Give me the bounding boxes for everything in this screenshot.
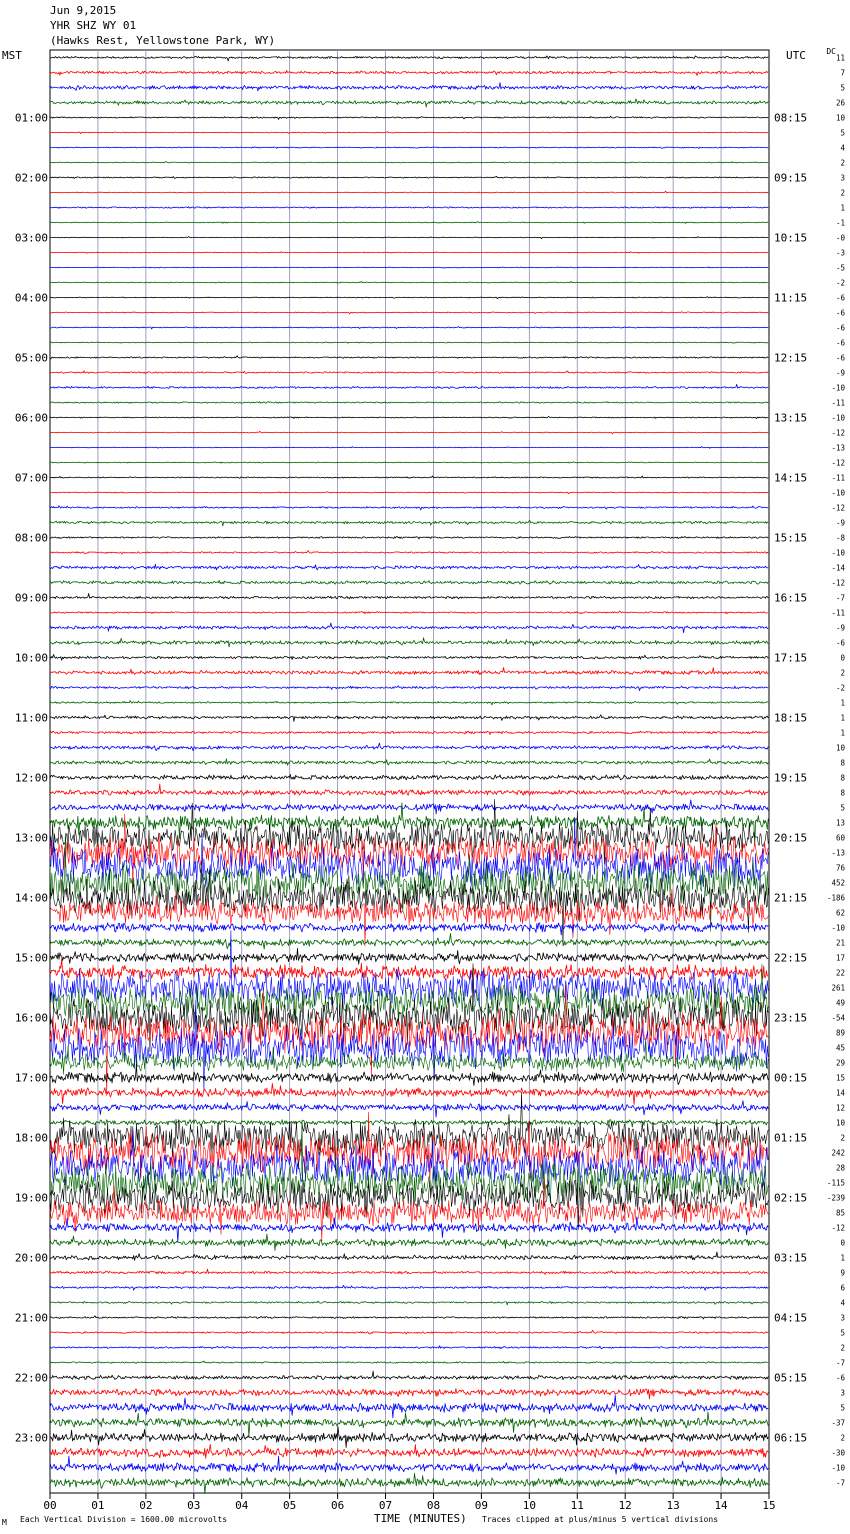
trace-line [50,447,768,449]
dc-offset-value: -7 [835,1358,845,1368]
dc-offset-value: -12 [831,578,845,588]
dc-offset-value: -14 [831,563,845,573]
trace-line [50,784,768,795]
trace-line [50,594,768,599]
left-hour-label: 12:00 [14,771,48,785]
right-hour-label: 03:15 [774,1251,808,1265]
x-tick-label: 09 [474,1499,489,1512]
trace-line [50,222,768,224]
dc-offset-value: 1 [840,1253,845,1263]
trace-line [50,132,768,134]
dc-offset-value: -6 [835,308,845,318]
dc-offset-value: -11 [831,473,845,483]
trace-line [50,252,768,254]
x-tick-label: 15 [762,1499,776,1512]
trace-line [50,611,768,614]
dc-offset-value: 15 [835,1073,845,1083]
dc-offset-value: -5 [835,263,845,273]
dc-offset-value: -2 [835,683,845,693]
left-hour-label: 07:00 [14,471,48,485]
trace-line [50,1395,768,1418]
trace-line [50,1064,768,1086]
trace-line [50,537,768,540]
dc-offset-value: 0 [840,653,845,663]
trace-line [50,1285,768,1290]
left-hour-label: 17:00 [14,1071,48,1085]
left-hour-label: 20:00 [14,1251,48,1265]
dc-offset-value: 9 [840,1268,845,1278]
dc-offset-value: -6 [835,338,845,348]
dc-offset-value: 49 [835,998,845,1008]
trace-line [50,668,768,675]
dc-offset-value: 8 [840,788,845,798]
dc-offset-value: -10 [831,923,845,933]
trace-line [50,99,768,107]
dc-offset-header: DC [826,47,836,56]
dc-offset-value: 76 [835,863,845,873]
trace-line [50,1361,768,1363]
trace-line [50,281,768,283]
trace-line [50,431,768,434]
dc-offset-value: 10 [835,113,845,123]
trace-line [50,327,768,329]
trace-line [50,83,768,91]
dc-offset-value: -10 [831,383,845,393]
dc-offset-value: -12 [831,503,845,513]
dc-offset-value: 7 [840,68,845,78]
dc-offset-value: 60 [835,833,845,843]
dc-offset-value: 5 [840,803,845,813]
footer-clip-note: Traces clipped at plus/minus 5 vertical divisions [482,1515,719,1524]
trace-line [50,1473,768,1493]
x-tick-label: 07 [378,1499,393,1512]
footer-scale-note: Each Vertical Division = 1600.00 microvolts [20,1515,228,1524]
dc-offset-value: 1 [840,203,845,213]
trace-line [50,934,768,950]
left-hour-label: 05:00 [14,351,48,365]
dc-offset-value: 1 [840,728,845,738]
dc-offset-value: -8 [835,533,845,543]
right-hour-label: 11:15 [774,291,808,305]
dc-offset-value: -115 [826,1178,845,1188]
dc-offset-value: 4 [840,143,845,153]
trace-line [50,1234,768,1251]
dc-offset-value: 6 [840,1283,845,1293]
dc-offset-value: 14 [835,1088,845,1098]
dc-offset-value: 89 [835,1028,845,1038]
left-hour-label: 18:00 [14,1131,48,1145]
dc-offset-value: -11 [831,608,845,618]
dc-offset-value: 8 [840,758,845,768]
dc-offset-value: 1 [840,698,845,708]
dc-offset-value: -11 [831,398,845,408]
left-hour-label: 15:00 [14,951,48,965]
right-hour-label: 23:15 [774,1011,808,1025]
dc-offset-value: 26 [835,98,845,108]
x-tick-label: 12 [618,1499,632,1512]
trace-line [50,1412,768,1437]
left-hour-label: 23:00 [14,1431,48,1445]
trace-line [50,551,768,555]
dc-offset-value: -6 [835,323,845,333]
trace-line [50,1178,768,1241]
trace-line [50,800,768,814]
trace-line [50,356,768,359]
dc-offset-value: 2 [840,1433,845,1443]
header-location: (Hawks Rest, Yellowstone Park, WY) [50,34,276,47]
dc-offset-value: -239 [826,1193,845,1203]
dc-offset-value: -10 [831,413,845,423]
trace-line [50,1101,768,1117]
dc-offset-value: 22 [835,968,845,978]
trace-line [50,743,768,751]
plot-frame [50,50,769,1493]
dc-offset-value: -7 [835,593,845,603]
dc-offset-value: 21 [835,938,845,948]
right-hour-label: 18:15 [774,711,808,725]
trace-line [50,638,768,647]
trace-line [50,506,768,510]
left-hour-label: 21:00 [14,1311,48,1325]
left-timezone-label: MST [2,49,22,62]
dc-offset-value: -2 [835,278,845,288]
dc-offset-value: 2 [840,158,845,168]
dc-offset-value: 4 [840,1298,845,1308]
right-hour-label: 04:15 [774,1311,808,1325]
trace-line [50,312,768,314]
trace-line [50,948,768,964]
right-hour-label: 20:15 [774,831,808,845]
left-hour-label: 03:00 [14,231,48,245]
x-tick-label: 01 [91,1499,105,1512]
dc-offset-value: -10 [831,548,845,558]
right-hour-label: 21:15 [774,891,808,905]
trace-line [50,715,768,722]
right-hour-label: 06:15 [774,1431,808,1445]
trace-line [50,492,768,494]
left-hour-label: 06:00 [14,411,48,425]
dc-offset-value: 2 [840,1343,845,1353]
trace-line [50,402,768,404]
x-tick-label: 06 [330,1499,345,1512]
dc-offset-value: 3 [840,1388,845,1398]
dc-offset-value: 10 [835,1118,845,1128]
dc-offset-value: -6 [835,638,845,648]
header-station: YHR SHZ WY 01 [50,19,137,32]
dc-offset-value: 452 [831,878,845,888]
dc-offset-value: -10 [831,1463,845,1473]
dc-offset-value: -1 [835,218,845,228]
left-hour-label: 11:00 [14,711,48,725]
dc-offset-value: 5 [840,83,845,93]
right-hour-label: 12:15 [774,351,808,365]
dc-offset-value: -54 [831,1013,845,1023]
left-hour-label: 13:00 [14,831,48,845]
dc-offset-value: 8 [840,773,845,783]
dc-offset-value: 12 [835,1103,845,1113]
dc-offset-value: -30 [831,1448,845,1458]
dc-offset-value: 242 [831,1148,845,1158]
trace-line [50,297,768,299]
x-axis-label: TIME (MINUTES) [374,1512,467,1525]
trace-line [50,1346,768,1349]
trace-line [50,191,768,193]
right-hour-label: 15:15 [774,531,808,545]
trace-line [50,342,768,343]
dc-offset-value: -9 [835,368,845,378]
footer-corner-mark: M [2,1518,7,1527]
dc-offset-value: -12 [831,1223,845,1233]
right-hour-label: 16:15 [774,591,808,605]
trace-line [50,1371,768,1379]
trace-line [50,161,768,163]
trace-line [50,564,768,570]
trace-line [50,959,768,980]
dc-offset-value: 13 [835,818,845,828]
dc-offset-value: 10 [835,743,845,753]
trace-line [50,1389,768,1399]
x-tick-label: 02 [139,1499,153,1512]
trace-line [50,70,768,75]
dc-offset-value: -7 [835,1478,845,1488]
trace-line [50,759,768,765]
dc-offset-value: -37 [831,1418,845,1428]
trace-line [50,655,768,661]
x-tick-label: 10 [522,1499,536,1512]
dc-offset-value: 85 [835,1208,845,1218]
trace-line [50,731,768,735]
left-hour-label: 02:00 [14,171,48,185]
dc-offset-value: -13 [831,848,845,858]
x-tick-label: 08 [426,1499,441,1512]
dc-offset-value: 5 [840,1328,845,1338]
trace-line [50,1217,768,1242]
left-hour-label: 08:00 [14,531,48,545]
dc-offset-value: -3 [835,248,845,258]
trace-line [50,462,768,464]
dc-offset-value: 3 [840,173,845,183]
x-tick-label: 11 [570,1499,584,1512]
right-hour-label: 05:15 [774,1371,808,1385]
left-hour-label: 09:00 [14,591,48,605]
dc-offset-value: -6 [835,353,845,363]
dc-offset-value: -9 [835,518,845,528]
dc-offset-value: 261 [831,983,845,993]
trace-line [50,1456,768,1474]
right-hour-label: 02:15 [774,1191,808,1205]
trace-line [50,176,768,178]
dc-offset-value: 28 [835,1163,845,1173]
right-hour-label: 10:15 [774,231,808,245]
trace-line [50,56,768,61]
left-hour-label: 14:00 [14,891,48,905]
x-tick-label: 14 [714,1499,728,1512]
dc-offset-value: 29 [835,1058,845,1068]
dc-offset-value: 5 [840,1403,845,1413]
trace-line [50,580,768,584]
right-hour-label: 08:15 [774,111,808,125]
right-timezone-label: UTC [786,49,806,62]
trace-line [50,1269,768,1274]
header-date: Jun 9,2015 [50,4,117,17]
right-hour-label: 19:15 [774,771,808,785]
trace-line [50,623,768,633]
dc-offset-value: 45 [835,1043,845,1053]
left-hour-label: 22:00 [14,1371,48,1385]
dc-offset-value: -12 [831,458,845,468]
dc-offset-value: 17 [835,953,845,963]
dc-offset-value: 2 [840,188,845,198]
dc-offset-value: 2 [840,668,845,678]
left-hour-label: 10:00 [14,651,48,665]
trace-line [50,774,768,779]
trace-line [50,476,768,478]
trace-line [50,207,768,209]
trace-line [50,1330,768,1334]
right-hour-label: 09:15 [774,171,808,185]
right-hour-label: 14:15 [774,471,808,485]
dc-offset-value: -10 [831,488,845,498]
dc-offset-value: 11 [835,53,845,63]
trace-line [50,1083,768,1104]
trace-line [50,1120,768,1127]
trace-line [50,416,768,418]
trace-line [50,1301,768,1305]
x-tick-label: 00 [43,1499,57,1512]
trace-line [50,384,768,388]
trace-line [50,520,768,526]
dc-offset-value: -6 [835,293,845,303]
dc-offset-value: -0 [835,233,845,243]
right-hour-label: 13:15 [774,411,808,425]
dc-offset-value: -13 [831,443,845,453]
dc-offset-value: -6 [835,1373,845,1383]
dc-offset-value: 2 [840,1133,845,1143]
trace-line [50,1427,768,1448]
x-tick-label: 04 [235,1499,249,1512]
right-hour-label: 17:15 [774,651,808,665]
trace-line [50,267,768,268]
dc-offset-value: 5 [840,128,845,138]
x-tick-label: 03 [187,1499,201,1512]
x-tick-label: 05 [283,1499,297,1512]
dc-offset-value: 3 [840,1313,845,1323]
right-hour-label: 22:15 [774,951,808,965]
dc-offset-value: 62 [835,908,845,918]
trace-line [50,371,768,374]
trace-line [50,1444,768,1458]
right-hour-label: 01:15 [774,1131,808,1145]
left-hour-label: 19:00 [14,1191,48,1205]
trace-line [50,147,768,149]
trace-line [50,116,768,119]
dc-offset-value: -9 [835,623,845,633]
left-hour-label: 04:00 [14,291,48,305]
right-hour-label: 00:15 [774,1071,808,1085]
trace-line [50,686,768,691]
dc-offset-value: -186 [826,893,845,903]
x-tick-label: 13 [666,1499,680,1512]
dc-offset-value: 1 [840,713,845,723]
dc-offset-value: 0 [840,1238,845,1248]
trace-line [50,237,768,239]
dc-offset-value: -12 [831,428,845,438]
trace-line [50,701,768,705]
left-hour-label: 16:00 [14,1011,48,1025]
left-hour-label: 01:00 [14,111,48,125]
trace-line [50,1252,768,1260]
trace-line [50,1316,768,1319]
